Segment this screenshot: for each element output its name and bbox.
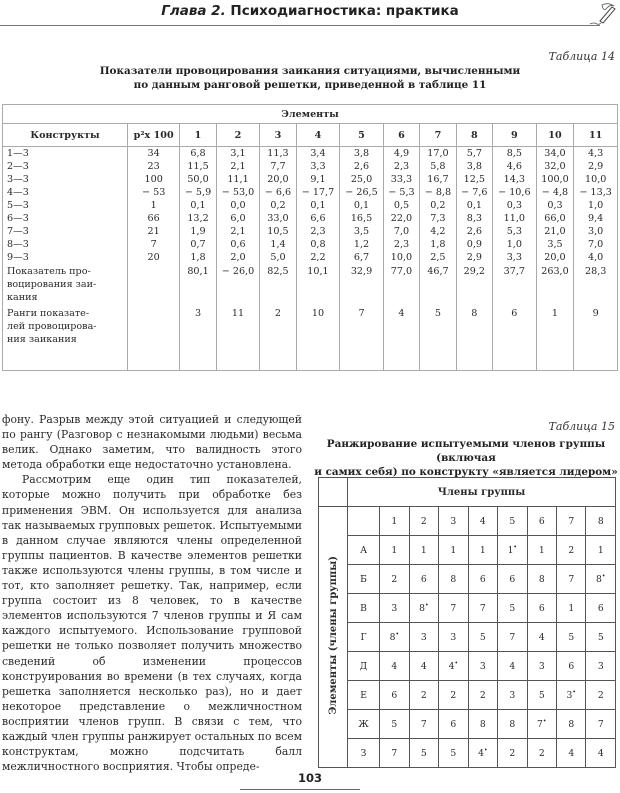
empty-header-cell [348, 507, 380, 536]
table-cell: 8• [380, 623, 409, 652]
table-cell: 6 [439, 710, 468, 739]
table-cell: 2,6 [340, 160, 384, 173]
table-cell: 8 [468, 710, 497, 739]
table-cell: 3,1 [216, 147, 260, 161]
table-cell: 2,9 [456, 251, 492, 264]
table-cell: 3,8 [456, 160, 492, 173]
table-cell: 11,5 [180, 160, 216, 173]
table-cell: 50,0 [180, 173, 216, 186]
table-cell: 3,3 [493, 251, 537, 264]
table-cell: 2 [586, 681, 616, 710]
table14-caption: Показатели провоцирования заикания ситуациями, вычисленными по данным ранговой решетки, приведенной в таблице 11 [99, 65, 521, 91]
table-cell: 1 [527, 536, 556, 565]
table-cell: 4—3 [3, 186, 128, 199]
column-header: 6 [383, 124, 419, 147]
table-row [3, 147, 618, 161]
table-cell: − 26,0 [216, 264, 260, 306]
table-cell: 1• [498, 536, 527, 565]
table-cell: 4,2 [420, 225, 456, 238]
table-cell: 5,7 [456, 147, 492, 161]
table-cell: − 7,6 [456, 186, 492, 199]
table-cell: 66 [128, 212, 180, 225]
page-number: 103 [297, 771, 322, 785]
table-cell: 10,0 [383, 251, 419, 264]
table-cell: 3,5 [536, 238, 574, 251]
table-cell: 4,9 [383, 147, 419, 161]
table-cell: 1,9 [180, 225, 216, 238]
table-cell: 4• [439, 652, 468, 681]
table-cell: 0,1 [296, 199, 340, 212]
table-cell: 1 [536, 306, 574, 371]
table-cell: 10 [296, 306, 340, 371]
column-header: 1 [380, 507, 409, 536]
table-cell: 6,8 [180, 147, 216, 161]
table-cell: 7—3 [3, 225, 128, 238]
table-cell: 16,5 [340, 212, 384, 225]
table-row [319, 681, 616, 710]
table-cell: 3 [180, 306, 216, 371]
table-cell: 66,0 [536, 212, 574, 225]
indicator-row-label: Показатель про- воцирования заи- кания [3, 264, 128, 306]
table-cell: 3—3 [3, 173, 128, 186]
table-cell: 7 [340, 306, 384, 371]
column-header: 8 [586, 507, 616, 536]
column-header: 4 [468, 507, 497, 536]
table-cell: 4 [586, 739, 616, 768]
table-cell: 100 [128, 173, 180, 186]
table-cell: − 4,8 [536, 186, 574, 199]
table15-label: Таблица 15 [548, 420, 615, 433]
table-cell: 7 [557, 565, 586, 594]
table-cell: 34,0 [536, 147, 574, 161]
table-cell: 20,0 [536, 251, 574, 264]
column-header: 4 [296, 124, 340, 147]
table-cell: 10,5 [260, 225, 296, 238]
table-cell: − 10,6 [493, 186, 537, 199]
table-cell: 7 [468, 594, 497, 623]
table-cell: 6 [498, 565, 527, 594]
footer-rule [240, 789, 360, 790]
paragraph: Рассмотрим еще один тип показателей, которые можно получить при обработке без применения ЭВМ. Он используется для анализа так называемых групповых решеток. Испытуемыми в данном случае являются члены определенной группы пациентов. В качестве элементов решетки также используются члены группы, в том числе и тот, кто заполняет решетку. Так, например, если группа состоит из 8 человек, то в качестве элементов используются 7 членов группы и Я сам каждого испытуемого. Использование групповой решетки не только позволяет получить множество сведений об изменении процессов конструирования во времени (в тех случаях, когда решетка заполняется несколько раз), но и дает некоторое представление о межличностном восприятии членов групп. В связи с тем, что каждый член группы ранжирует остальных по всем конструктам, можно подсчитать балл межличностного восприятия. Чтобы опреде- [2, 473, 302, 774]
table-cell: 14,3 [493, 173, 537, 186]
table-cell: 2 [557, 536, 586, 565]
footnote-mark: • [572, 688, 576, 696]
table-cell: − 17,7 [296, 186, 340, 199]
table-cell: 100,0 [536, 173, 574, 186]
table-cell: 2,2 [296, 251, 340, 264]
table-cell: 10,1 [296, 264, 340, 306]
table-cell: − 53,0 [216, 186, 260, 199]
table-cell: 6 [586, 594, 616, 623]
table-row [3, 212, 618, 225]
row-label: Д [348, 652, 380, 681]
table-cell: 1—3 [3, 147, 128, 161]
table-row [3, 199, 618, 212]
column-header: 8 [456, 124, 492, 147]
footnote-mark: • [395, 630, 400, 638]
running-head [0, 3, 620, 19]
indicator-row [3, 264, 618, 306]
table-cell: 8 [439, 565, 468, 594]
column-header: 11 [574, 124, 618, 147]
footnote-mark: • [542, 717, 547, 725]
table-row [3, 160, 618, 173]
table-cell: 25,0 [340, 173, 384, 186]
table-cell: 1 [557, 594, 586, 623]
table-cell: 4,6 [493, 160, 537, 173]
table-cell: 5 [380, 710, 409, 739]
table14-group-header: Элементы [3, 105, 618, 124]
table-cell: 1,0 [574, 199, 618, 212]
footnote-mark: • [424, 601, 429, 609]
table-cell: 3 [409, 623, 438, 652]
table-cell: 2 [498, 739, 527, 768]
table-cell: 2 [260, 306, 296, 371]
table-cell: − 6,6 [260, 186, 296, 199]
table-cell: 3,5 [340, 225, 384, 238]
table-cell: 8,3 [456, 212, 492, 225]
table-cell: 8• [586, 565, 616, 594]
row-label: З [348, 739, 380, 768]
table-row [3, 186, 618, 199]
table-cell: 0,1 [456, 199, 492, 212]
side-header-text: Элементы (члены группы) [327, 556, 339, 715]
table-cell: 7 [128, 238, 180, 251]
table-cell: 5 [498, 594, 527, 623]
table-cell: 2,3 [383, 238, 419, 251]
table-cell: 2—3 [3, 160, 128, 173]
table-cell: 46,7 [420, 264, 456, 306]
table-cell: 8,5 [493, 147, 537, 161]
table-cell: 8 [456, 306, 492, 371]
table-cell: 0,7 [180, 238, 216, 251]
table-cell: 1,2 [340, 238, 384, 251]
table-cell: 3,4 [296, 147, 340, 161]
table-row [319, 710, 616, 739]
table-cell: 16,7 [420, 173, 456, 186]
table-cell: 6 [493, 306, 537, 371]
table-cell: 20 [128, 251, 180, 264]
table-row [319, 565, 616, 594]
table-row [319, 623, 616, 652]
table-cell: − 5,3 [383, 186, 419, 199]
row-label: Б [348, 565, 380, 594]
table-cell: 7 [409, 710, 438, 739]
table-cell: 22,0 [383, 212, 419, 225]
table-cell: − 13,3 [574, 186, 618, 199]
table-cell: 6 [380, 681, 409, 710]
table-cell: 2 [527, 739, 556, 768]
table-cell: 3,0 [574, 225, 618, 238]
table-cell: 12,5 [456, 173, 492, 186]
column-header: 6 [527, 507, 556, 536]
table-cell: 80,1 [180, 264, 216, 306]
row-label: А [348, 536, 380, 565]
table-row [3, 238, 618, 251]
table-cell: 3 [527, 652, 556, 681]
column-header: 9 [493, 124, 537, 147]
footnote-mark: • [513, 543, 517, 551]
table-cell: 28,3 [574, 264, 618, 306]
table-cell: 5—3 [3, 199, 128, 212]
table-cell: 3 [498, 681, 527, 710]
table-cell: 4 [380, 652, 409, 681]
table-cell: 0,5 [383, 199, 419, 212]
table-cell: 34 [128, 147, 180, 161]
column-header: р²х 100 [128, 124, 180, 147]
table-cell: 2,0 [216, 251, 260, 264]
table-cell: 6 [468, 565, 497, 594]
table-cell: 1 [380, 536, 409, 565]
table-row [319, 652, 616, 681]
table-cell: 5,8 [420, 160, 456, 173]
table15-group-header: Члены группы [348, 478, 616, 507]
table-cell: 6,6 [296, 212, 340, 225]
table-cell: 0,3 [536, 199, 574, 212]
table-cell: 7 [439, 594, 468, 623]
column-header: 5 [498, 507, 527, 536]
column-header: 7 [420, 124, 456, 147]
table-cell [128, 306, 180, 371]
side-header [319, 507, 348, 768]
table-cell: 2 [409, 681, 438, 710]
table-cell: 9 [574, 306, 618, 371]
column-header: 2 [409, 507, 438, 536]
pen-writing-icon [588, 1, 618, 27]
column-header: 1 [180, 124, 216, 147]
chapter-prefix: Глава 2. [161, 3, 226, 19]
table-cell: − 5,9 [180, 186, 216, 199]
table-cell: 7• [527, 710, 556, 739]
table-cell: 2,1 [216, 225, 260, 238]
table-row [319, 536, 616, 565]
table-cell: 7,3 [420, 212, 456, 225]
corner-cell [319, 478, 348, 507]
table-cell: 82,5 [260, 264, 296, 306]
table-cell: 32,0 [536, 160, 574, 173]
table-cell: 5 [439, 739, 468, 768]
table-cell: 1 [128, 199, 180, 212]
table-cell: 33,3 [383, 173, 419, 186]
row-label: Е [348, 681, 380, 710]
table15-column-headers [319, 507, 616, 536]
table-cell: 0,9 [456, 238, 492, 251]
table-row [3, 173, 618, 186]
table-cell: 2,5 [420, 251, 456, 264]
table-cell: 3 [439, 623, 468, 652]
table-cell: 3 [586, 652, 616, 681]
table-cell: 1 [439, 536, 468, 565]
table-cell: − 26,5 [340, 186, 384, 199]
table-cell: 4,3 [574, 147, 618, 161]
rank-row-label: Ранги показате- лей провоцирова- ния заикания [3, 306, 128, 371]
table-cell: 33,0 [260, 212, 296, 225]
column-header: 3 [260, 124, 296, 147]
table-cell: 2 [468, 681, 497, 710]
rank-row [3, 306, 618, 371]
table-cell: 6—3 [3, 212, 128, 225]
table-cell: 8 [527, 565, 556, 594]
table-cell: 77,0 [383, 264, 419, 306]
row-label: В [348, 594, 380, 623]
table-cell: 6,7 [340, 251, 384, 264]
table-cell: 21,0 [536, 225, 574, 238]
table-cell: 32,9 [340, 264, 384, 306]
table-cell: 0,8 [296, 238, 340, 251]
table-cell: 13,2 [180, 212, 216, 225]
table-cell: 6 [527, 594, 556, 623]
table-cell: 4 [557, 739, 586, 768]
table15-caption: Ранжирование испытуемыми членов группы (включая и самих себя) по конструкту «является лидером» [314, 438, 618, 478]
table-row [319, 739, 616, 768]
table14-body [3, 147, 618, 371]
table-cell: 1,4 [260, 238, 296, 251]
table-cell: 0,6 [216, 238, 260, 251]
body-text [2, 412, 302, 774]
table-cell: 8—3 [3, 238, 128, 251]
table-cell: 6 [557, 652, 586, 681]
table-cell: 1,0 [493, 238, 537, 251]
table-cell: 11,0 [493, 212, 537, 225]
table-cell: 5 [586, 623, 616, 652]
table-cell: 7 [586, 710, 616, 739]
table-cell: 8• [409, 594, 438, 623]
column-header: 7 [557, 507, 586, 536]
table-row [3, 251, 618, 264]
table-cell: 4 [527, 623, 556, 652]
table-cell: 5,0 [260, 251, 296, 264]
table-cell: 0,0 [216, 199, 260, 212]
row-label: Ж [348, 710, 380, 739]
table-cell: 2,9 [574, 160, 618, 173]
table-cell: 11,3 [260, 147, 296, 161]
table14-column-headers [3, 124, 618, 147]
table-cell: 17,0 [420, 147, 456, 161]
table-cell: 0,1 [340, 199, 384, 212]
table-cell: 9,1 [296, 173, 340, 186]
table-cell: 5 [468, 623, 497, 652]
paragraph: фону. Разрыв между этой ситуацией и следующей по рангу (Разговор с незнакомыми людьми) весьма велик. Однако заметим, что валидность этого метода обработки еще недостаточно установлена. [2, 413, 302, 472]
table-cell: 0,3 [493, 199, 537, 212]
table-cell: 1,8 [420, 238, 456, 251]
footnote-mark: • [601, 572, 606, 580]
table-cell: 3,8 [340, 147, 384, 161]
table-cell: 11,1 [216, 173, 260, 186]
column-header: Конструкты [3, 124, 128, 147]
table-cell: 9,4 [574, 212, 618, 225]
table-cell: 4 [498, 652, 527, 681]
footnote-mark: • [454, 659, 458, 667]
table-cell: 0,2 [420, 199, 456, 212]
table-cell: 23 [128, 160, 180, 173]
table-cell: 2 [380, 565, 409, 594]
table-cell: 7 [498, 623, 527, 652]
table-cell: 3 [380, 594, 409, 623]
table-cell: 7 [380, 739, 409, 768]
table-cell: 9—3 [3, 251, 128, 264]
table-cell: 2,3 [383, 160, 419, 173]
table-cell: 5 [527, 681, 556, 710]
table-cell: 3• [557, 681, 586, 710]
column-header: 5 [340, 124, 384, 147]
table-cell: 4,0 [574, 251, 618, 264]
column-header: 2 [216, 124, 260, 147]
table-cell: 6 [409, 565, 438, 594]
table-cell: 5,3 [493, 225, 537, 238]
table-cell: 2,6 [456, 225, 492, 238]
table-cell: 37,7 [493, 264, 537, 306]
table-cell: 1,8 [180, 251, 216, 264]
column-header: 10 [536, 124, 574, 147]
table-cell: 4 [409, 652, 438, 681]
table-cell: 2,3 [296, 225, 340, 238]
table-cell: 11 [216, 306, 260, 371]
table-cell: 8 [557, 710, 586, 739]
table-row [3, 225, 618, 238]
table-cell: 3,3 [296, 160, 340, 173]
table-cell: 4• [468, 739, 497, 768]
table-cell: − 53 [128, 186, 180, 199]
table-cell: 0,1 [180, 199, 216, 212]
column-header: 3 [439, 507, 468, 536]
table-cell: 2 [439, 681, 468, 710]
table-cell: 4 [383, 306, 419, 371]
row-label: Г [348, 623, 380, 652]
table-cell: 20,0 [260, 173, 296, 186]
table-row [319, 594, 616, 623]
table-cell: 7,0 [574, 238, 618, 251]
table14 [2, 104, 618, 371]
table-cell: − 8,8 [420, 186, 456, 199]
table15-group-row [319, 478, 616, 507]
table-cell: 10,0 [574, 173, 618, 186]
table-cell: 1 [586, 536, 616, 565]
table15 [318, 477, 616, 768]
table14-label: Таблица 14 [548, 50, 615, 63]
table-cell: 7,7 [260, 160, 296, 173]
table-cell: 7,0 [383, 225, 419, 238]
table-cell: 1 [468, 536, 497, 565]
chapter-title: Психодиагностика: практика [230, 3, 459, 19]
table-cell: 6,0 [216, 212, 260, 225]
table-cell: 2,1 [216, 160, 260, 173]
table-cell: 3 [468, 652, 497, 681]
footnote-mark: • [483, 746, 488, 754]
table-cell: 29,2 [456, 264, 492, 306]
table-cell: 5 [557, 623, 586, 652]
table-cell: 21 [128, 225, 180, 238]
table-cell: 0,2 [260, 199, 296, 212]
table-cell: 263,0 [536, 264, 574, 306]
table-cell [128, 264, 180, 306]
table-cell: 1 [409, 536, 438, 565]
page-header [0, 0, 620, 26]
table-cell: 8 [498, 710, 527, 739]
header-rule [0, 25, 600, 26]
table-cell: 5 [409, 739, 438, 768]
table-cell: 5 [420, 306, 456, 371]
